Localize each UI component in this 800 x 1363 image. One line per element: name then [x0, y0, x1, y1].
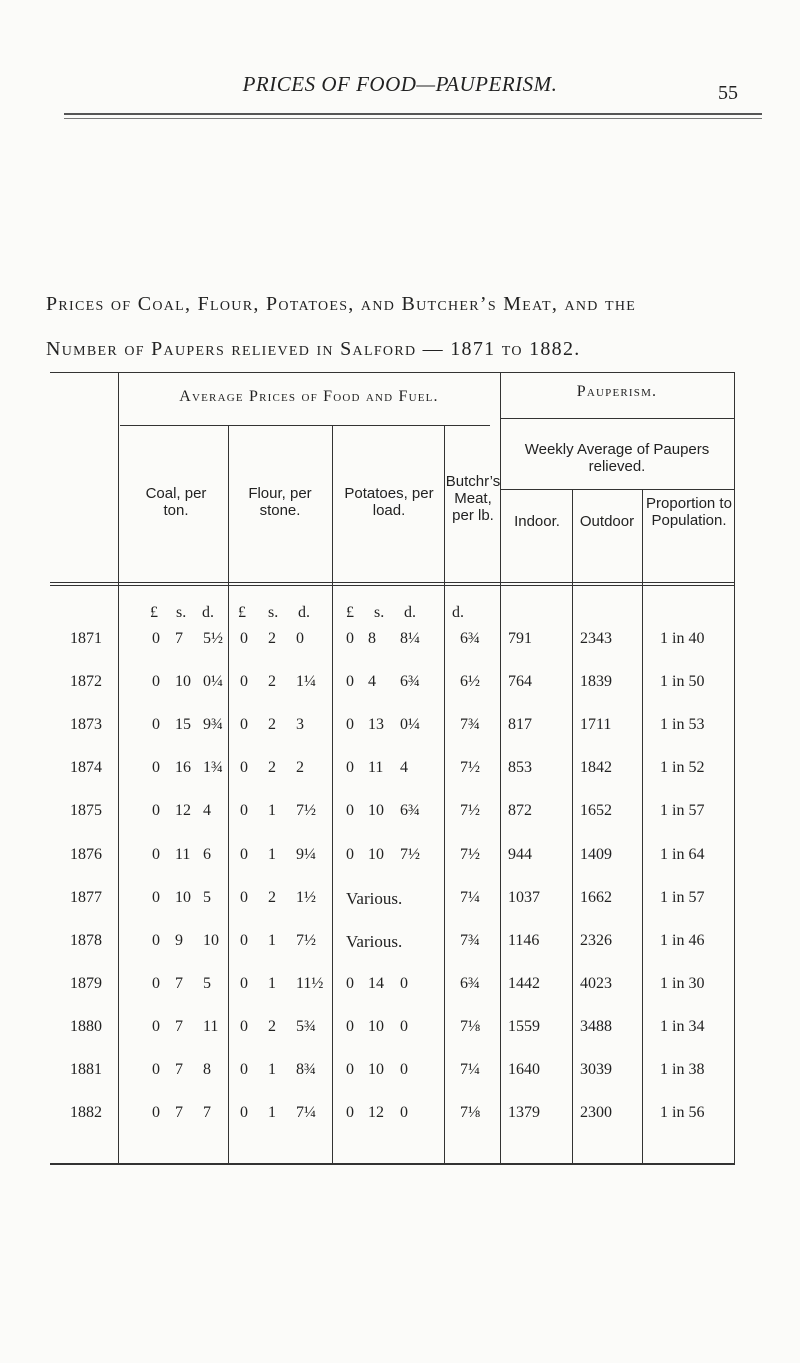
cell-flour-pounds: 0 [240, 1017, 248, 1035]
cell-year: 1874 [70, 759, 102, 777]
cell-coal-pounds: 0 [152, 845, 160, 863]
header-flour: Flour, per stone. [248, 485, 312, 519]
cell-flour-pounds: 0 [240, 845, 248, 863]
cell-outdoor: 2300 [580, 1104, 612, 1122]
header-indoor: Indoor. [514, 513, 560, 530]
cell-coal-shillings: 15 [175, 716, 191, 734]
title-line-1: Prices of Coal, Flour, Potatoes, and Butcher’s Meat, and the [46, 293, 637, 315]
unit-coal-pence: d. [202, 604, 214, 621]
cell-indoor: 1037 [508, 888, 540, 906]
cell-flour-pence: 1¼ [296, 673, 316, 691]
cell-meat: 7¼ [460, 1061, 480, 1078]
cell-coal-shillings: 11 [175, 845, 191, 863]
cell-potatoes-pounds: 0 [346, 716, 354, 734]
table-title [46, 282, 766, 372]
cell-potatoes-pence: 6¾ [400, 673, 420, 691]
header-outdoor: Outdoor [579, 513, 635, 530]
cell-potatoes-pence: 0 [400, 1017, 408, 1035]
cell-indoor: 817 [508, 716, 532, 734]
cell-indoor: 1379 [508, 1104, 540, 1122]
cell-coal-pence: 10 [203, 931, 219, 949]
cell-meat: 7¾ [460, 931, 480, 949]
cell-year: 1882 [70, 1104, 102, 1122]
header-weekly-average: Weekly Average of Paupers relieved. [524, 441, 710, 475]
cell-outdoor: 1842 [580, 759, 612, 777]
cell-coal-pence: 11 [203, 1017, 219, 1035]
cell-flour-pence: 9¼ [296, 845, 316, 863]
cell-coal-pence: 1¾ [203, 759, 223, 777]
header-potatoes: Potatoes, per load. [344, 485, 434, 519]
cell-potatoes-various: Various. [346, 931, 403, 951]
cell-potatoes-shillings: 10 [368, 802, 384, 820]
header-coal: Coal, per ton. [145, 485, 207, 519]
header-food-fuel: Average Prices of Food and Fuel. [179, 388, 439, 405]
cell-flour-pounds: 0 [240, 1104, 248, 1122]
cell-potatoes-shillings: 13 [368, 716, 384, 734]
cell-proportion: 1 in 40 [660, 630, 705, 647]
cell-flour-pounds: 0 [240, 974, 248, 992]
cell-indoor: 764 [508, 673, 532, 691]
cell-outdoor: 1711 [580, 716, 612, 734]
unit-meat-pence: d. [452, 604, 464, 621]
cell-flour-pence: 7½ [296, 802, 316, 820]
cell-year: 1875 [70, 802, 102, 820]
cell-potatoes-shillings: 12 [368, 1104, 384, 1122]
cell-flour-shillings: 2 [268, 673, 276, 691]
cell-coal-shillings: 7 [175, 1061, 183, 1078]
rule-indoor-outdoor [572, 489, 573, 1164]
cell-flour-shillings: 2 [268, 888, 276, 906]
cell-potatoes-pence: 7½ [400, 845, 420, 863]
cell-proportion: 1 in 34 [660, 1017, 705, 1035]
cell-flour-pence: 5¾ [296, 1017, 316, 1035]
cell-year: 1873 [70, 716, 102, 734]
cell-flour-pence: 2 [296, 759, 304, 777]
cell-meat: 7¾ [460, 716, 480, 734]
cell-coal-shillings: 10 [175, 888, 191, 906]
cell-potatoes-pence: 6¾ [400, 802, 420, 820]
cell-coal-pence: 5 [203, 974, 211, 992]
cell-coal-pence: 7 [203, 1104, 211, 1122]
cell-flour-pence: 7¼ [296, 1104, 316, 1122]
cell-year: 1871 [70, 630, 102, 647]
cell-coal-shillings: 7 [175, 630, 183, 647]
cell-potatoes-pounds: 0 [346, 630, 354, 647]
cell-indoor: 1146 [508, 931, 540, 949]
cell-coal-pounds: 0 [152, 630, 160, 647]
header-pauperism: Pauperism. [576, 383, 658, 400]
cell-potatoes-shillings: 10 [368, 1017, 384, 1035]
weekly-rule [500, 489, 735, 490]
cell-meat: 6¾ [460, 974, 480, 992]
cell-potatoes-pence: 0 [400, 974, 408, 992]
cell-coal-pounds: 0 [152, 673, 160, 691]
cell-outdoor: 3039 [580, 1061, 612, 1078]
cell-coal-pence: 9¾ [203, 716, 223, 734]
rule-flour-potatoes [332, 425, 333, 1164]
cell-coal-pence: 5½ [203, 630, 223, 647]
cell-coal-shillings: 12 [175, 802, 191, 820]
cell-flour-pounds: 0 [240, 1061, 248, 1078]
cell-meat: 7½ [460, 802, 480, 820]
cell-coal-shillings: 7 [175, 974, 183, 992]
cell-potatoes-shillings: 10 [368, 845, 384, 863]
cell-year: 1881 [70, 1061, 102, 1078]
rule-coal-flour [228, 425, 229, 1164]
cell-flour-shillings: 2 [268, 716, 276, 734]
cell-flour-shillings: 2 [268, 630, 276, 647]
cell-outdoor: 2343 [580, 630, 612, 647]
cell-meat: 7½ [460, 845, 480, 863]
cell-coal-pence: 6 [203, 845, 211, 863]
cell-flour-shillings: 2 [268, 759, 276, 777]
cell-year: 1877 [70, 888, 102, 906]
header-rule-thin [64, 118, 762, 119]
cell-flour-shillings: 1 [268, 931, 276, 949]
cell-meat: 7⅛ [460, 1017, 480, 1035]
cell-proportion: 1 in 57 [660, 888, 705, 906]
cell-meat: 6½ [460, 673, 480, 691]
cell-coal-pence: 4 [203, 802, 211, 820]
cell-flour-pence: 7½ [296, 931, 316, 949]
cell-potatoes-shillings: 14 [368, 974, 384, 992]
cell-outdoor: 1409 [580, 845, 612, 863]
cell-potatoes-pounds: 0 [346, 1061, 354, 1078]
cell-coal-pence: 8 [203, 1061, 211, 1078]
cell-outdoor: 4023 [580, 974, 612, 992]
cell-meat: 7⅛ [460, 1104, 480, 1122]
cell-coal-pounds: 0 [152, 1061, 160, 1078]
cell-year: 1876 [70, 845, 102, 863]
title-line-2: Number of Paupers relieved in Salford — 1871 to 1882. [46, 338, 581, 360]
header-rule [64, 113, 762, 115]
cell-coal-shillings: 10 [175, 673, 191, 691]
cell-outdoor: 1662 [580, 888, 612, 906]
cell-year: 1880 [70, 1017, 102, 1035]
cell-proportion: 1 in 38 [660, 1061, 705, 1078]
cell-potatoes-pounds: 0 [346, 759, 354, 777]
cell-flour-shillings: 1 [268, 1061, 276, 1078]
unit-flour-pounds: £ [238, 604, 246, 621]
cell-flour-pounds: 0 [240, 630, 248, 647]
rule-outdoor-proportion [642, 489, 643, 1164]
cell-indoor: 872 [508, 802, 532, 820]
cell-indoor: 1442 [508, 974, 540, 992]
header-bottom-rule [50, 582, 735, 583]
cell-flour-pounds: 0 [240, 802, 248, 820]
cell-potatoes-pounds: 0 [346, 1104, 354, 1122]
food-group-rule [120, 425, 490, 426]
cell-year: 1879 [70, 974, 102, 992]
cell-coal-shillings: 9 [175, 931, 183, 949]
table-bottom-rule [50, 1163, 735, 1165]
cell-potatoes-pounds: 0 [346, 673, 354, 691]
cell-flour-shillings: 1 [268, 802, 276, 820]
cell-flour-shillings: 1 [268, 845, 276, 863]
cell-outdoor: 2326 [580, 931, 612, 949]
header-proportion: Proportion to Population. [646, 495, 732, 529]
cell-potatoes-pence: 0¼ [400, 716, 420, 734]
unit-potatoes-pence: d. [404, 604, 416, 621]
cell-potatoes-pounds: 0 [346, 974, 354, 992]
cell-coal-pence: 5 [203, 888, 211, 906]
cell-potatoes-shillings: 11 [368, 759, 384, 777]
cell-coal-pounds: 0 [152, 888, 160, 906]
cell-flour-shillings: 2 [268, 1017, 276, 1035]
cell-potatoes-pence: 8¼ [400, 630, 420, 647]
cell-coal-pounds: 0 [152, 931, 160, 949]
cell-coal-pounds: 0 [152, 802, 160, 820]
cell-coal-pounds: 0 [152, 759, 160, 777]
cell-coal-pounds: 0 [152, 974, 160, 992]
cell-potatoes-shillings: 4 [368, 673, 376, 691]
cell-potatoes-pence: 0 [400, 1061, 408, 1078]
cell-indoor: 1559 [508, 1017, 540, 1035]
pauperism-group-rule [500, 418, 735, 419]
cell-coal-shillings: 7 [175, 1104, 183, 1122]
cell-outdoor: 1839 [580, 673, 612, 691]
header-butchers-meat: Butchr’s Meat, per lb. [445, 473, 501, 524]
cell-potatoes-shillings: 8 [368, 630, 376, 647]
cell-indoor: 1640 [508, 1061, 540, 1078]
cell-coal-pounds: 0 [152, 1104, 160, 1122]
cell-proportion: 1 in 46 [660, 931, 705, 949]
cell-flour-pence: 3 [296, 716, 304, 734]
cell-flour-pence: 1½ [296, 888, 316, 906]
cell-potatoes-pounds: 0 [346, 1017, 354, 1035]
page-number: 55 [718, 82, 738, 104]
unit-potatoes-pounds: £ [346, 604, 354, 621]
cell-indoor: 944 [508, 845, 532, 863]
cell-proportion: 1 in 64 [660, 845, 705, 863]
unit-potatoes-shillings: s. [374, 604, 385, 621]
cell-coal-pounds: 0 [152, 1017, 160, 1035]
table-top-rule [50, 372, 735, 373]
cell-proportion: 1 in 53 [660, 716, 705, 734]
cell-proportion: 1 in 50 [660, 673, 705, 691]
cell-proportion: 1 in 52 [660, 759, 705, 777]
cell-flour-pounds: 0 [240, 931, 248, 949]
cell-coal-pence: 0¼ [203, 673, 223, 691]
cell-flour-pounds: 0 [240, 673, 248, 691]
cell-potatoes-pence: 4 [400, 759, 408, 777]
cell-coal-shillings: 16 [175, 759, 191, 777]
cell-meat: 7½ [460, 759, 480, 777]
cell-coal-shillings: 7 [175, 1017, 183, 1035]
cell-proportion: 1 in 57 [660, 802, 705, 820]
cell-outdoor: 1652 [580, 802, 612, 820]
cell-flour-pence: 0 [296, 630, 304, 647]
header-bottom-rule-2 [50, 585, 735, 586]
running-head: PRICES OF FOOD—PAUPERISM. [242, 72, 558, 96]
cell-meat: 6¾ [460, 630, 480, 647]
cell-flour-shillings: 1 [268, 1104, 276, 1122]
cell-indoor: 853 [508, 759, 532, 777]
cell-potatoes-various: Various. [346, 888, 403, 908]
cell-coal-pounds: 0 [152, 716, 160, 734]
cell-flour-pounds: 0 [240, 716, 248, 734]
cell-year: 1878 [70, 931, 102, 949]
unit-coal-pounds: £ [150, 604, 158, 621]
cell-proportion: 1 in 30 [660, 974, 705, 992]
cell-flour-pence: 11½ [296, 974, 324, 992]
unit-flour-shillings: s. [268, 604, 279, 621]
cell-proportion: 1 in 56 [660, 1104, 705, 1122]
cell-indoor: 791 [508, 630, 532, 647]
cell-flour-shillings: 1 [268, 974, 276, 992]
rule-potatoes-meat [444, 425, 445, 1164]
cell-outdoor: 3488 [580, 1017, 612, 1035]
cell-flour-pounds: 0 [240, 888, 248, 906]
cell-year: 1872 [70, 673, 102, 691]
cell-flour-pence: 8¾ [296, 1061, 316, 1078]
rule-year-coal [118, 372, 119, 1164]
rule-right-edge [734, 372, 735, 1164]
unit-coal-shillings: s. [176, 604, 187, 621]
unit-flour-pence: d. [298, 604, 310, 621]
cell-potatoes-shillings: 10 [368, 1061, 384, 1078]
cell-potatoes-pounds: 0 [346, 802, 354, 820]
cell-potatoes-pounds: 0 [346, 845, 354, 863]
cell-flour-pounds: 0 [240, 759, 248, 777]
cell-meat: 7¼ [460, 888, 480, 906]
cell-potatoes-pence: 0 [400, 1104, 408, 1122]
